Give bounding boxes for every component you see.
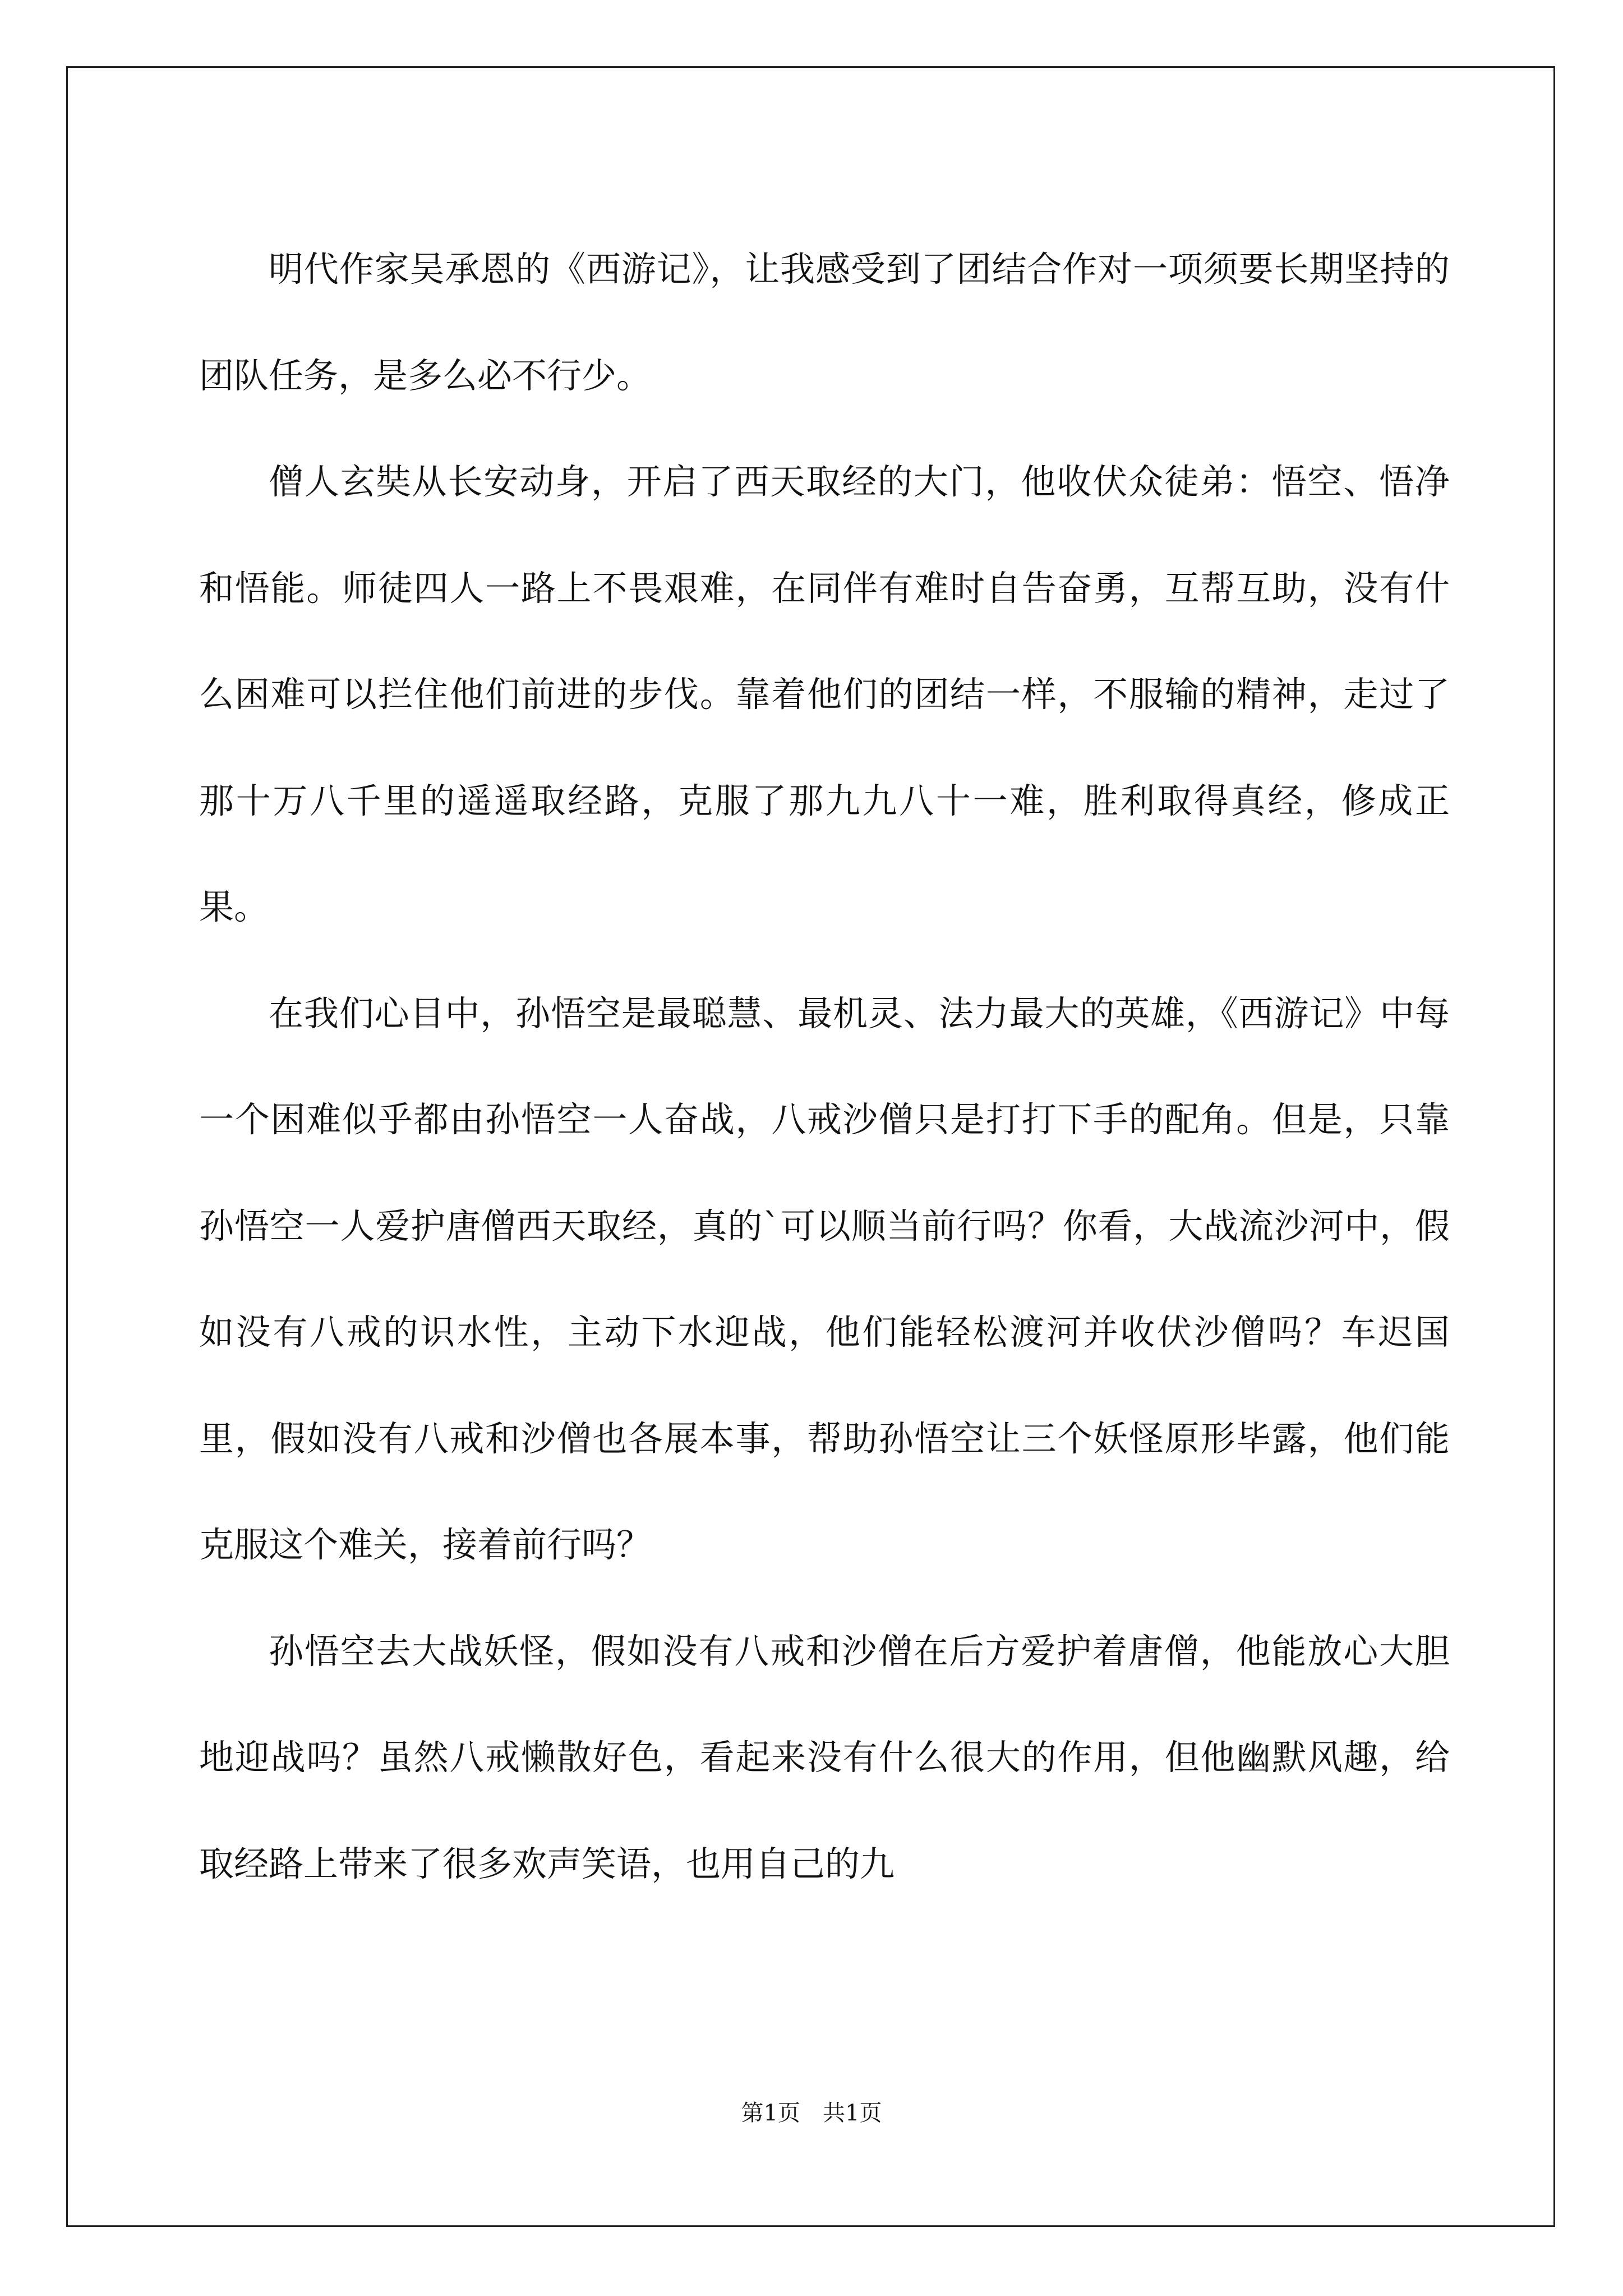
paragraph-3: 在我们心目中，孙悟空是最聪慧、最机灵、法力最大的英雄，《西游记》中每一个困难似乎都由孙悟空一人奋战，八戒沙僧只是打打下手的配角。但是，只靠孙悟空一人爱护唐僧西天取经，真的`可以顺当前行吗？你看，大战流沙河中，假如没有八戒的识水性，主动下水迎战，他们能轻松渡河并收伏沙僧吗？车迟国里，假如没有八戒和沙僧也各展本事，帮助孙悟空让三个妖怪原形毕露，他们能克服这个难关，接着前行吗？ — [199, 992, 1450, 1565]
page-total: 共1页 — [823, 2100, 882, 2126]
paragraph-1: 明代作家吴承恩的《西游记》，让我感受到了团结合作对一项须要长期坚持的团队任务，是多么必不行少。 — [199, 249, 1450, 396]
page-number: 第1页 — [741, 2100, 800, 2126]
paragraph-4: 孙悟空去大战妖怪，假如没有八戒和沙僧在后方爱护着唐僧，他能放心大胆地迎战吗？虽然八戒懒散好色，看起来没有什么很大的作用，但他幽默风趣，给取经路上带来了很多欢声笑语，也用自己的九 — [199, 1630, 1450, 1884]
document-body — [199, 216, 1450, 1917]
paragraph-2: 僧人玄奘从长安动身，开启了西天取经的大门，他收伏众徒弟：悟空、悟净和悟能。师徒四人一路上不畏艰难，在同伴有难时自告奋勇，互帮互助，没有什么困难可以拦住他们前进的步伐。靠着他们的团结一样，不服输的精神，走过了那十万八千里的遥遥取经路，克服了那九九八十一难，胜利取得真经，修成正果。 — [199, 461, 1450, 927]
page-footer — [0, 2099, 1623, 2127]
